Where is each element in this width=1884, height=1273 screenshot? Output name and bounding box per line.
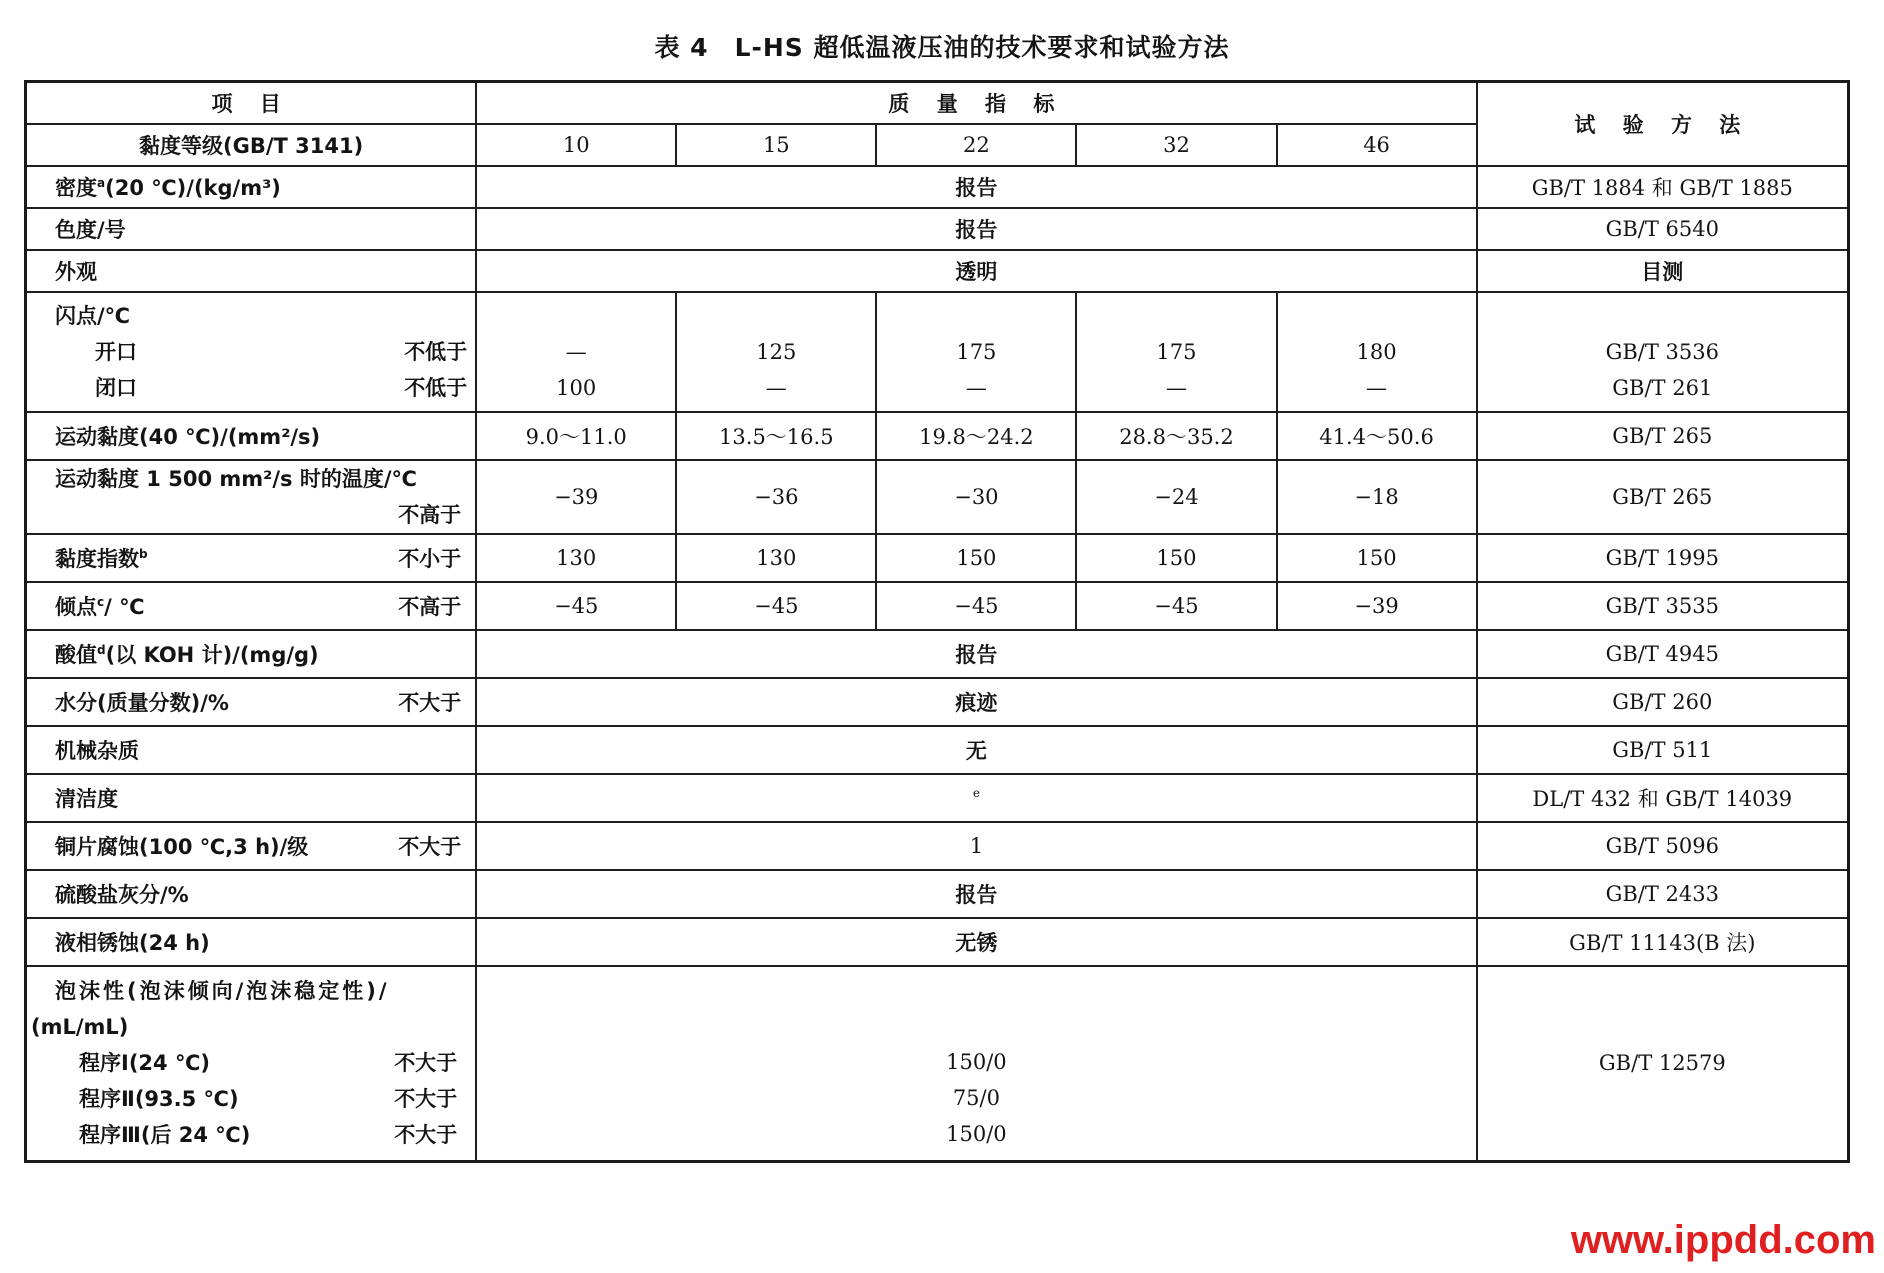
method-flash-point: GB/T 3536 GB/T 261 (1477, 292, 1849, 412)
kv40-32: 28.8～35.2 (1076, 412, 1276, 460)
grade-32: 32 (1076, 124, 1276, 166)
label-acid: 酸值$^d$(以 KOH 计)/(mg/g) (26, 630, 477, 678)
flash-22: 175 — (876, 292, 1076, 412)
pp-10: −45 (476, 582, 676, 630)
flash-15: 125 — (676, 292, 876, 412)
label-pour-point: 倾点$^c$/ ℃ 不高于 (26, 582, 477, 630)
method-acid: GB/T 4945 (1477, 630, 1849, 678)
grade-15: 15 (676, 124, 876, 166)
kv1500-32: −24 (1076, 460, 1276, 534)
method-kin-visc-40: GB/T 265 (1477, 412, 1849, 460)
kv1500-10: −39 (476, 460, 676, 534)
label-color: 色度/号 (26, 208, 477, 250)
kv1500-15: −36 (676, 460, 876, 534)
row-density (26, 166, 1849, 208)
label-kin-visc-1500: 运动黏度 1 500 mm²/s 时的温度/℃ 不高于 (26, 460, 477, 534)
method-color: GB/T 6540 (1477, 208, 1849, 250)
flash-10: — 100 (476, 292, 676, 412)
pp-46: −39 (1277, 582, 1477, 630)
method-cleanliness: DL/T 432 和 GB/T 14039 (1477, 774, 1849, 822)
label-vi: 黏度指数$^b$ 不小于 (26, 534, 477, 582)
label-density: 密度$^a$(20 ℃)/(kg/m³) (26, 166, 477, 208)
header-method: 试 验 方 法 (1477, 82, 1849, 166)
table-title-text: L-HS 超低温液压油的技术要求和试验方法 (734, 33, 1230, 62)
flash-32: 175 — (1076, 292, 1276, 412)
header-grade-label: 黏度等级(GB/T 3141) (26, 124, 477, 166)
method-sulfated-ash: GB/T 2433 (1477, 870, 1849, 918)
value-acid: 报告 (476, 630, 1476, 678)
header-quality: 质 量 指 标 (476, 82, 1476, 124)
grade-22: 22 (876, 124, 1076, 166)
value-appearance: 透明 (476, 250, 1476, 292)
label-cleanliness: 清洁度 (26, 774, 477, 822)
value-copper: 1 (476, 822, 1476, 870)
row-rust (26, 918, 1849, 966)
value-rust: 无锈 (476, 918, 1476, 966)
vi-22: 150 (876, 534, 1076, 582)
kv40-46: 41.4～50.6 (1277, 412, 1477, 460)
label-rust: 液相锈蚀(24 h) (26, 918, 477, 966)
method-foam: GB/T 12579 (1477, 966, 1849, 1162)
row-kin-visc-1500 (26, 460, 1849, 534)
vi-10: 130 (476, 534, 676, 582)
row-impurities (26, 726, 1849, 774)
method-density: GB/T 1884 和 GB/T 1885 (1477, 166, 1849, 208)
pp-22: −45 (876, 582, 1076, 630)
row-appearance (26, 250, 1849, 292)
spec-table (24, 80, 1850, 1163)
method-water: GB/T 260 (1477, 678, 1849, 726)
method-pour-point: GB/T 3535 (1477, 582, 1849, 630)
table-title (0, 28, 1884, 64)
method-rust: GB/T 11143(B 法) (1477, 918, 1849, 966)
value-foam: 150/0 75/0 150/0 (476, 966, 1476, 1162)
label-water: 水分(质量分数)/% 不大于 (26, 678, 477, 726)
row-flash-point (26, 292, 1849, 412)
pp-15: −45 (676, 582, 876, 630)
method-vi: GB/T 1995 (1477, 534, 1849, 582)
row-kin-visc-40 (26, 412, 1849, 460)
kv1500-22: −30 (876, 460, 1076, 534)
row-acid (26, 630, 1849, 678)
row-color (26, 208, 1849, 250)
kv40-22: 19.8～24.2 (876, 412, 1076, 460)
label-kin-visc-40: 运动黏度(40 ℃)/(mm²/s) (26, 412, 477, 460)
value-impurities: 无 (476, 726, 1476, 774)
row-vi (26, 534, 1849, 582)
kv40-10: 9.0～11.0 (476, 412, 676, 460)
method-impurities: GB/T 511 (1477, 726, 1849, 774)
value-color: 报告 (476, 208, 1476, 250)
label-sulfated-ash: 硫酸盐灰分/% (26, 870, 477, 918)
header-row-1 (26, 82, 1849, 124)
vi-46: 150 (1277, 534, 1477, 582)
kv1500-46: −18 (1277, 460, 1477, 534)
row-pour-point (26, 582, 1849, 630)
label-flash-point: 闪点/℃ 开口 不低于 闭口 不低于 (26, 292, 477, 412)
flash-46: 180 — (1277, 292, 1477, 412)
vi-32: 150 (1076, 534, 1276, 582)
grade-46: 46 (1277, 124, 1477, 166)
value-density: 报告 (476, 166, 1476, 208)
label-impurities: 机械杂质 (26, 726, 477, 774)
value-cleanliness: e (476, 774, 1476, 822)
label-copper: 铜片腐蚀(100 ℃,3 h)/级 不大于 (26, 822, 477, 870)
kv40-15: 13.5～16.5 (676, 412, 876, 460)
vi-15: 130 (676, 534, 876, 582)
label-appearance: 外观 (26, 250, 477, 292)
row-water (26, 678, 1849, 726)
header-item: 项 目 (26, 82, 477, 124)
row-copper (26, 822, 1849, 870)
pp-32: −45 (1076, 582, 1276, 630)
label-foam: 泡沫性(泡沫倾向/泡沫稳定性)/ (mL/mL) 程序Ⅰ(24 ℃) 不大于 程序Ⅱ(93.5 ℃) 不大于 程序Ⅲ(后 24 ℃) 不大于 (26, 966, 477, 1162)
row-cleanliness (26, 774, 1849, 822)
row-foam (26, 966, 1849, 1162)
value-sulfated-ash: 报告 (476, 870, 1476, 918)
value-water: 痕迹 (476, 678, 1476, 726)
method-copper: GB/T 5096 (1477, 822, 1849, 870)
row-sulfated-ash (26, 870, 1849, 918)
grade-10: 10 (476, 124, 676, 166)
method-appearance: 目测 (1477, 250, 1849, 292)
watermark: www.ippdd.com (1570, 1218, 1876, 1262)
table-number: 表 4 (654, 33, 709, 62)
method-kin-visc-1500: GB/T 265 (1477, 460, 1849, 534)
